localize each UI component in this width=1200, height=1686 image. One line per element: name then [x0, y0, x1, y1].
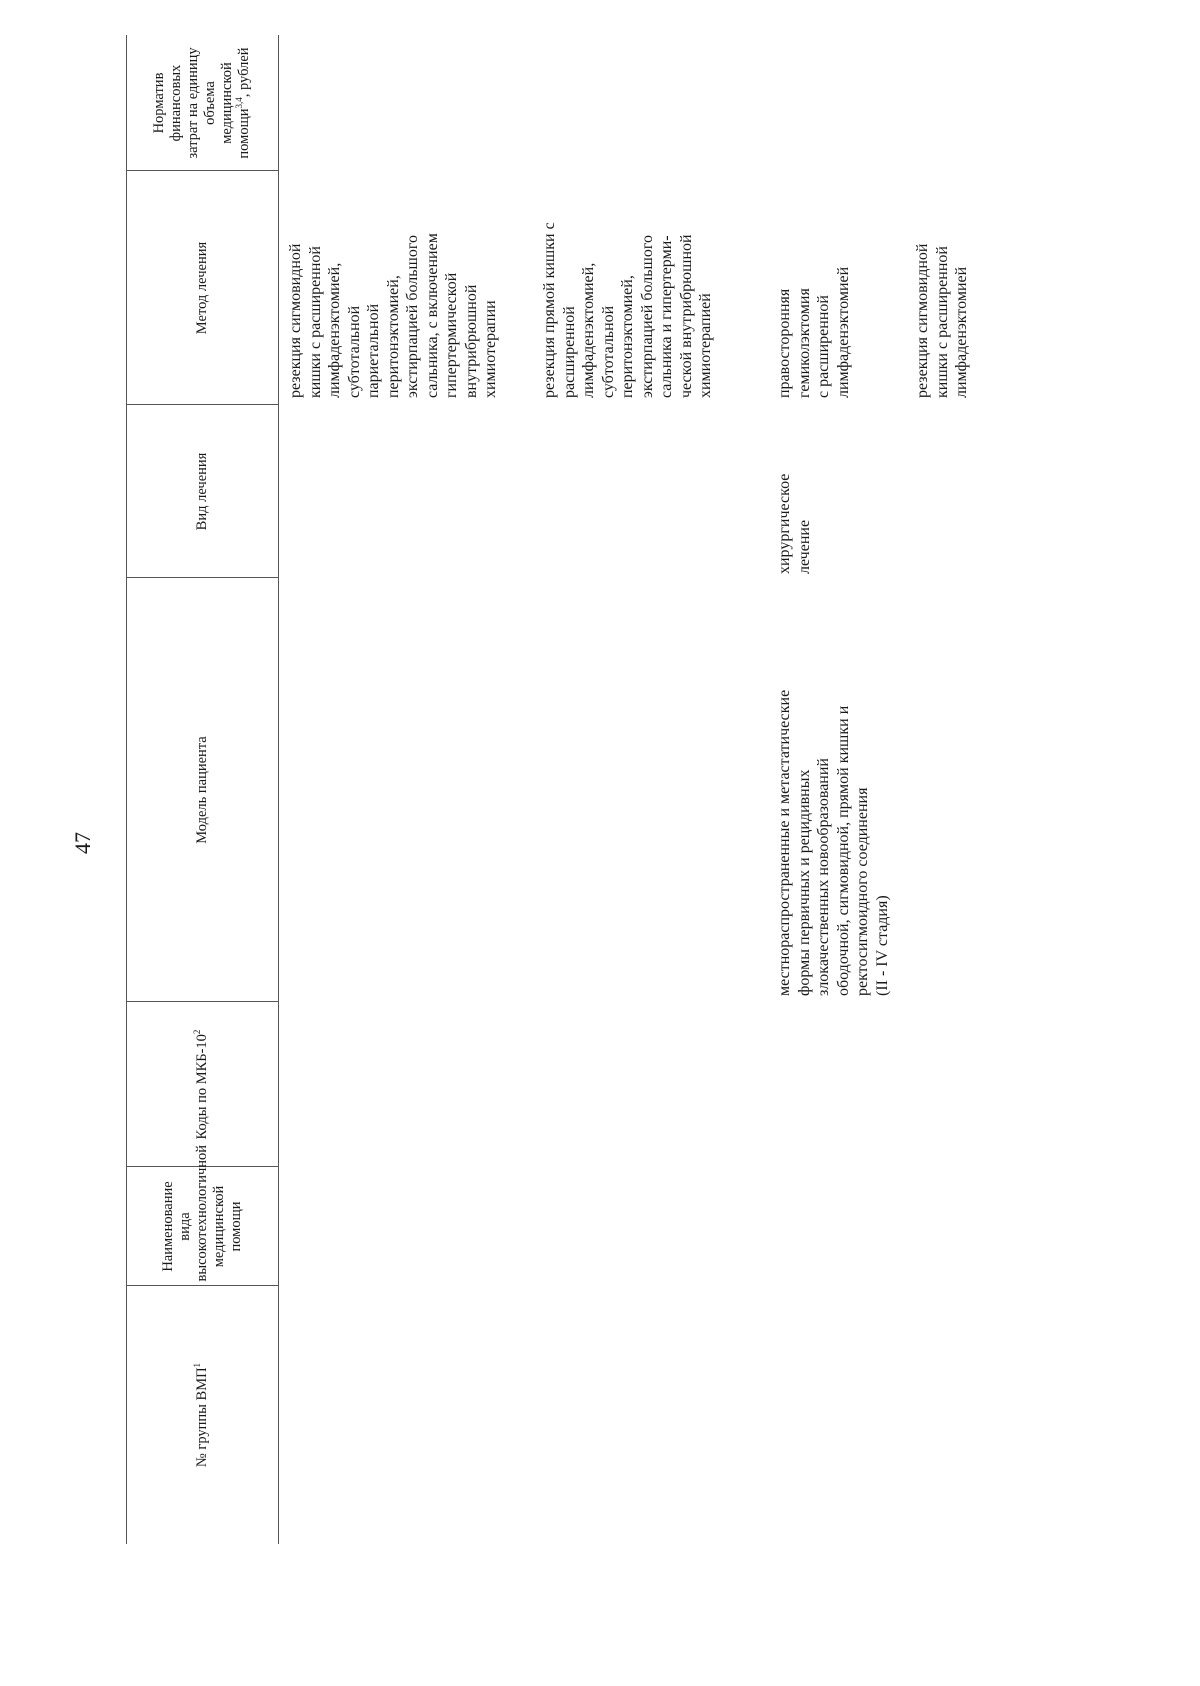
header-treatment-method: Метод лечения: [193, 241, 210, 335]
table-row-2-method: резекция прямой кишки с расширенной лимфаденэктомией, субтотальной перитонэктомией, экстирпацией большого сальника и гипертерми- ческой внутрибрюшной химиотерапией: [541, 222, 714, 398]
table-row-1-method: резекция сигмовидной кишки с расширенной лимфаденэктомией, субтотальной париетальной перитонэктомией, экстирпацией большого сальника, с включением гипертермической внутрибрюшной химиотерапии: [287, 233, 499, 398]
header-patient-model: Модель пациента: [193, 736, 210, 844]
header-icd-codes: Коды по МКБ-$10^2$: [191, 1029, 210, 1140]
header-financial-norm: Норматив финансовых затрат на единицу объема медицинской помощи$^{3,4}$, рублей: [151, 47, 252, 159]
header-group-number: № группы ВМП$^1$: [191, 1362, 210, 1468]
table-row-3-type: хирургическое лечение: [776, 473, 813, 574]
table-row-3-model: местнораспространенные и метастатические формы первичных и рецидивных злокачественных новообразований ободочной, сигмовидной, прямой кишки и ректосигмоидного соединения (II - IV стадия): [776, 689, 891, 996]
table-row-4-method: резекция сигмовидной кишки с расширенной лимфаденэктомией: [914, 243, 970, 398]
header-treatment-type: Вид лечения: [193, 452, 210, 531]
page-number: 47: [70, 832, 95, 854]
header-bottom-border: [278, 35, 279, 1544]
table-row-3-method: правосторонняя гемиколэктомия с расширенной лимфаденэктомией: [776, 266, 852, 398]
header-service-name: Наименование вида высокотехнологичной медицинской помощи: [159, 1144, 244, 1282]
